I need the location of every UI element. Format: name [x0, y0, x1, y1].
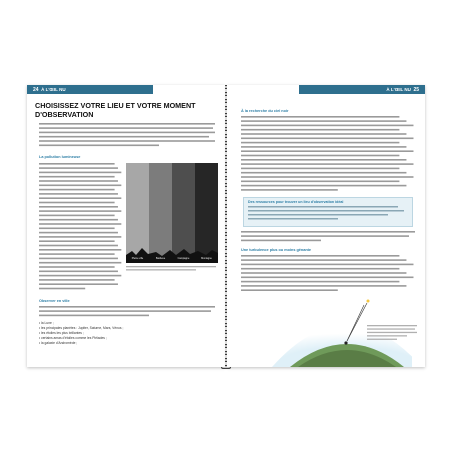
section-heading-turbulence: Une turbulence plus ou moins gênante	[241, 248, 312, 252]
photo-label: Montagne	[201, 257, 212, 260]
left-page-number: 24	[33, 87, 39, 93]
photo-caption	[126, 266, 218, 274]
bullet-item: • la galaxie d'Andromède ;	[39, 341, 78, 345]
left-page-header	[27, 85, 153, 94]
left-page	[27, 85, 225, 367]
resources-box-text	[248, 206, 408, 224]
photo-label: Banlieue	[155, 257, 166, 260]
right-page-number: 25	[413, 87, 419, 93]
section-heading-city: Observer en ville	[39, 299, 70, 303]
photo-label: Pleine ville	[131, 257, 144, 260]
section-heading-pollution: La pollution lumineuse	[39, 155, 81, 159]
left-running-head: À L'ŒIL NU	[41, 87, 66, 92]
page-title: CHOISISSEZ VOTRE LIEU ET VOTRE MOMENT D'OBSERVATION	[35, 101, 196, 119]
tree-silhouette	[126, 243, 218, 263]
right-page-header	[299, 85, 425, 94]
section-heading-dark-sky: À la recherche du ciel noir	[241, 109, 289, 113]
bullet-item: • la Lune ;	[39, 321, 54, 325]
photo-labels	[126, 257, 218, 260]
moon-paragraph	[241, 231, 417, 245]
right-page	[227, 85, 425, 367]
city-paragraph	[39, 306, 217, 320]
intro-paragraph	[39, 123, 217, 153]
diagram-caption	[367, 325, 419, 345]
turbulence-paragraph	[241, 255, 417, 295]
right-running-head: À L'ŒIL NU	[386, 87, 411, 92]
bullet-item: • certains amas d'étoiles comme les Pléiades ;	[39, 336, 107, 340]
dark-sky-paragraph	[241, 116, 417, 194]
resources-box-title: Des ressources pour trouver un lieu d'observation idéal	[248, 200, 344, 204]
bullet-item: • les principales planètes : Jupiter, Saturne, Mars, Vénus ;	[39, 326, 124, 330]
bullet-item: • les étoiles les plus brillantes ;	[39, 331, 84, 335]
pollution-paragraph	[39, 163, 123, 293]
photo-label: Campagne	[177, 257, 190, 260]
resources-box	[243, 197, 413, 227]
